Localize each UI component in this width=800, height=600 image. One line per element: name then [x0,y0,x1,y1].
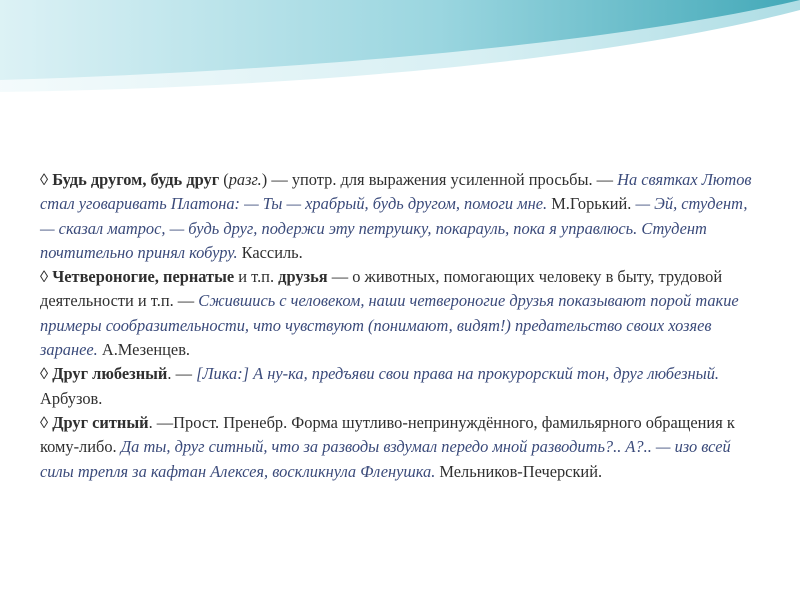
entry-term: друзья [278,267,328,287]
entry-chetveronogie-druzya: ◊ Четвероногие, пернатые и т.п. друзья — о животных, помогающих человеку в быту, трудовой деятельности и т.п. — Сжившись с человеком, наши четвероногие друзья показывают порой такие примеры сообразительности, что чувствуют (понимают, видят!) предательство своих хозяев заранее. А.Мезенцев. [40,267,739,360]
entry-term: Друг любезный [52,364,168,384]
entry-term: Друг ситный [52,412,149,432]
wave-decoration [0,0,800,110]
quote: Да ты, друг ситный, что за разводы вздумал передо мной разводить?.. А?.. — изо всей силы трепля за кафтан Алексея, воскликнула Фленушка. [40,437,731,481]
entry-bud-drugom: ◊ Будь другом, будь друг (разг.) — употр. для выражения усиленной просьбы. — На святках Лютов стал уговаривать Платона: — Ты — храбрый, будь другом, помоги мне. М.Горький. — Эй, студент, — сказал матрос, — будь друг, подержи эту петрушку, покарауль, пока я управлюсь. Студент почтительно принял кобуру. Кассиль. [40,170,752,262]
quote-author: М.Горький. [547,194,636,214]
entry-definition: — употр. для выражения усиленной просьбы. — [267,170,618,189]
entry-term: Будь другом, будь друг [52,170,220,189]
diamond-marker: ◊ [40,364,49,384]
diamond-marker: ◊ [40,412,49,432]
diamond-marker: ◊ [40,267,49,287]
entry-drug-lyubezny: ◊ Друг любезный. — [Лика:] А ну-ка, предъяви свои права на прокурорский тон, друг любезный. Арбузов. [40,364,720,408]
quote-author: Арбузов. [40,388,103,408]
quote-author: А.Мезенцев. [97,340,191,360]
entry-drug-sitny [40,411,762,484]
entry-term: Четвероногие, пернатые [52,267,235,287]
quote: — Эй, студент, — сказал матрос, — будь друг, подержи эту петрушку, покарауль, пока я управлюсь. Студент почтительно принял кобуру. [40,194,748,262]
quote: [Лика:] А ну-ка, предъяви свои права на прокурорский тон, друг любезный. [196,364,720,384]
diamond-marker: ◊ [40,170,49,189]
quote: На святках Лютов стал уговаривать Платона: — Ты — храбрый, будь другом, помоги мне. [40,170,752,214]
entry-definition: . —Прост. Пренебр. Форма шутливо-непринуждённого, фамильярного обращения к кому-либо. [40,412,735,457]
entry-definition: — о животных, помогающих человеку в быту, трудовой деятельности и т.п. — [40,267,723,311]
quote: Сжившись с человеком, наши четвероногие друзья показывают порой такие примеры сообразительности, что чувствуют (понимают, видят!) предательство своих хозяев заранее. [40,291,739,360]
quote-author: Мельников-Печерский. [435,461,603,481]
quote-author: Кассиль. [237,242,303,262]
style-note: разг. [228,170,262,189]
dictionary-text [40,168,762,484]
